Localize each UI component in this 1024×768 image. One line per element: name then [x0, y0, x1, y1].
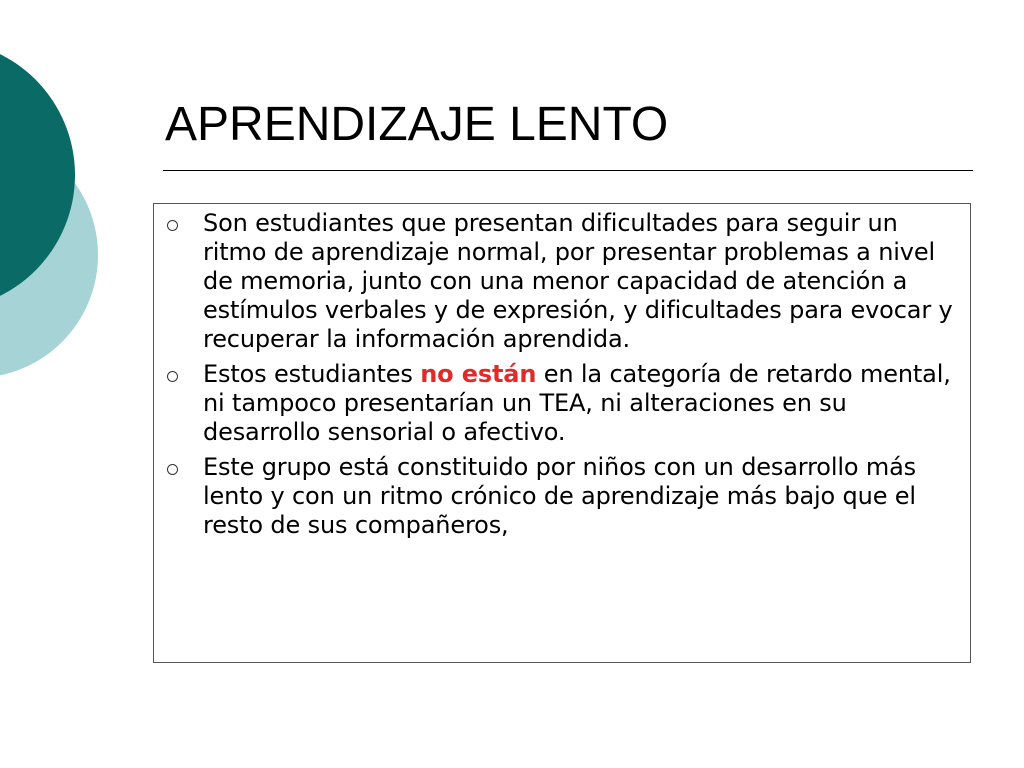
bullet-item — [154, 209, 970, 354]
bullet-text: Este grupo está constituido por niños con un desarrollo más lento y con un ritmo crónico de aprendizaje más bajo que el resto de sus compañeros, — [203, 453, 917, 539]
decorative-circles — [0, 0, 110, 420]
content-box — [153, 203, 971, 663]
circle-bullet-icon — [167, 371, 178, 382]
title-divider — [163, 170, 973, 171]
slide-title: APRENDIZAJE LENTO — [165, 98, 669, 151]
bullet-text-before: Estos estudiantes — [203, 360, 421, 388]
circle-bullet-icon — [167, 220, 178, 231]
circle-bullet-icon — [167, 464, 178, 475]
bullet-item — [154, 360, 970, 447]
bullet-text: Son estudiantes que presentan dificultades para seguir un ritmo de aprendizaje normal, por presentar problemas a nivel de memoria, junto con una menor capacidad de atención a estímulos verbales y de expresión, y dificultades para evocar y recuperar la información aprendida. — [203, 209, 953, 353]
bullet-text — [203, 360, 962, 447]
bullet-item — [154, 453, 970, 540]
bullet-list — [154, 209, 970, 546]
emphasis-text: no están — [420, 360, 537, 388]
bullet-text-after: en la categoría de retardo mental, ni tampoco presentarían un TEA, ni alteraciones en su desarrollo sensorial o afectivo. — [203, 360, 951, 446]
